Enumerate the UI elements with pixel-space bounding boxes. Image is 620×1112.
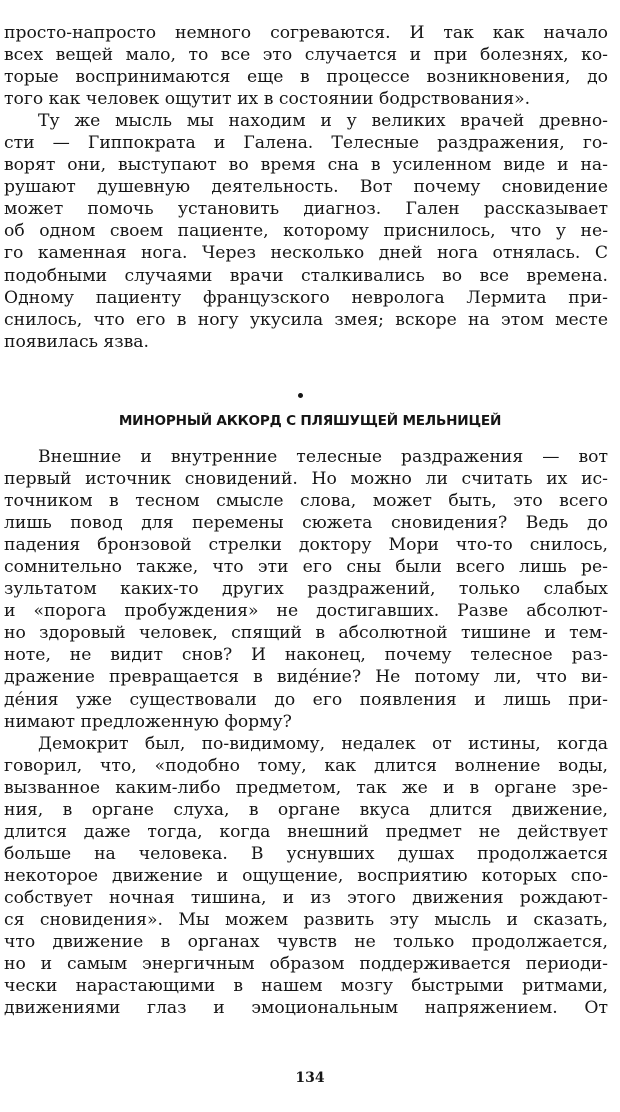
text-line: и «порога пробуждения» не достигавших. Разве абсолют- (4, 601, 608, 622)
page-number: 134 (295, 1070, 325, 1086)
text-line: вызванное каким-либо предметом, так же и в органе зре- (4, 777, 608, 798)
text-line: торые воспринимаются еще в процессе возникновения, до (4, 67, 608, 88)
text-line: что движение в органах чувств не только продолжается, (4, 932, 608, 953)
text-line: может помочь установить диагноз. Гален рассказывает (4, 199, 608, 220)
text-line: движениями глаз и эмоциональным напряжением. От (4, 998, 608, 1019)
text-line: сомнительно также, что эти его сны были всего лишь ре- (4, 557, 608, 578)
text-line: лишь повод для перемены сюжета сновидения? Ведь до (4, 513, 608, 534)
text-line: ния, в органе слуха, в органе вкуса длится движение, (4, 799, 608, 820)
text-line: падения бронзовой стрелки доктору Мори что-то снилось, (4, 535, 608, 556)
text-line: чески нарастающими в нашем мозгу быстрыми ритмами, (4, 976, 608, 997)
text-block-top (4, 22, 608, 353)
text-line: ноте, не видит снов? И наконец, почему телесное раз- (4, 645, 608, 666)
text-line: Ту же мысль мы находим и у великих врачей древно- (38, 111, 608, 132)
text-line: го каменная нога. Через несколько дней нога отнялась. С (4, 243, 608, 264)
text-line: ворят они, выступают во время сна в усиленном виде и на- (4, 155, 608, 176)
text-line: всех вещей мало, то все это случается и при болезнях, ко- (4, 45, 608, 66)
text-line: просто-напросто немного согреваются. И так как начало (4, 23, 608, 43)
text-line: об одном своем пациенте, которому приснилось, что у не- (4, 221, 608, 242)
text-block-bottom (4, 446, 608, 1019)
text-line: говорил, что, «подобно тому, как длится волнение воды, (4, 755, 608, 776)
text-line: собствует ночная тишина, и из этого движения рождают- (4, 887, 608, 908)
text-line: ся сновидения». Мы можем развить эту мысль и сказать, (4, 909, 608, 930)
text-line: но и самым энергичным образом поддерживается периоди- (4, 954, 608, 975)
text-line: точником в тесном смысле слова, может быть, это всего (4, 491, 608, 512)
text-line: дражение превращается в видéние? Не потому ли, что ви- (4, 667, 608, 688)
text-line: но здоровый человек, спящий в абсолютной тишине и тем- (4, 623, 608, 644)
text-line: длится даже тогда, когда внешний предмет не действует (4, 821, 608, 842)
text-line: сти — Гиппократа и Галена. Телесные раздражения, го- (4, 133, 608, 154)
text-line: дéния уже существовали до его появления и лишь при- (4, 689, 608, 710)
text-line: рушают душевную деятельность. Вот почему сновидение (4, 177, 608, 198)
text-line: Внешние и внутренние телесные раздражения — вот (38, 447, 608, 467)
text-line: Одному пациенту французского невролога Лермита при- (4, 287, 608, 308)
text-line: снилось, что его в ногу укусила змея; вскоре на этом месте (4, 309, 608, 330)
text-line: того как человек ощутит их в состоянии бодрствования». (4, 89, 531, 110)
text-line: Демокрит был, по-видимому, недалек от истины, когда (38, 733, 608, 754)
text-line: некоторое движение и ощущение, восприятию которых спо- (4, 865, 608, 886)
text-line: зультатом каких-то других раздражений, только слабых (4, 579, 608, 600)
section-heading: МИНОРНЫЙ АККОРД С ПЛЯШУЩЕЙ МЕЛЬНИЦЕЙ (118, 413, 502, 429)
text-line: появилась язва. (4, 331, 149, 352)
section-separator-dot (298, 393, 303, 398)
text-line: больше на человека. В уснувших душах продолжается (4, 843, 608, 864)
text-line: подобными случаями врачи сталкивались во все времена. (4, 265, 608, 286)
text-line: нимают предложенную форму? (4, 711, 292, 732)
text-line: первый источник сновидений. Но можно ли считать их ис- (4, 469, 608, 490)
